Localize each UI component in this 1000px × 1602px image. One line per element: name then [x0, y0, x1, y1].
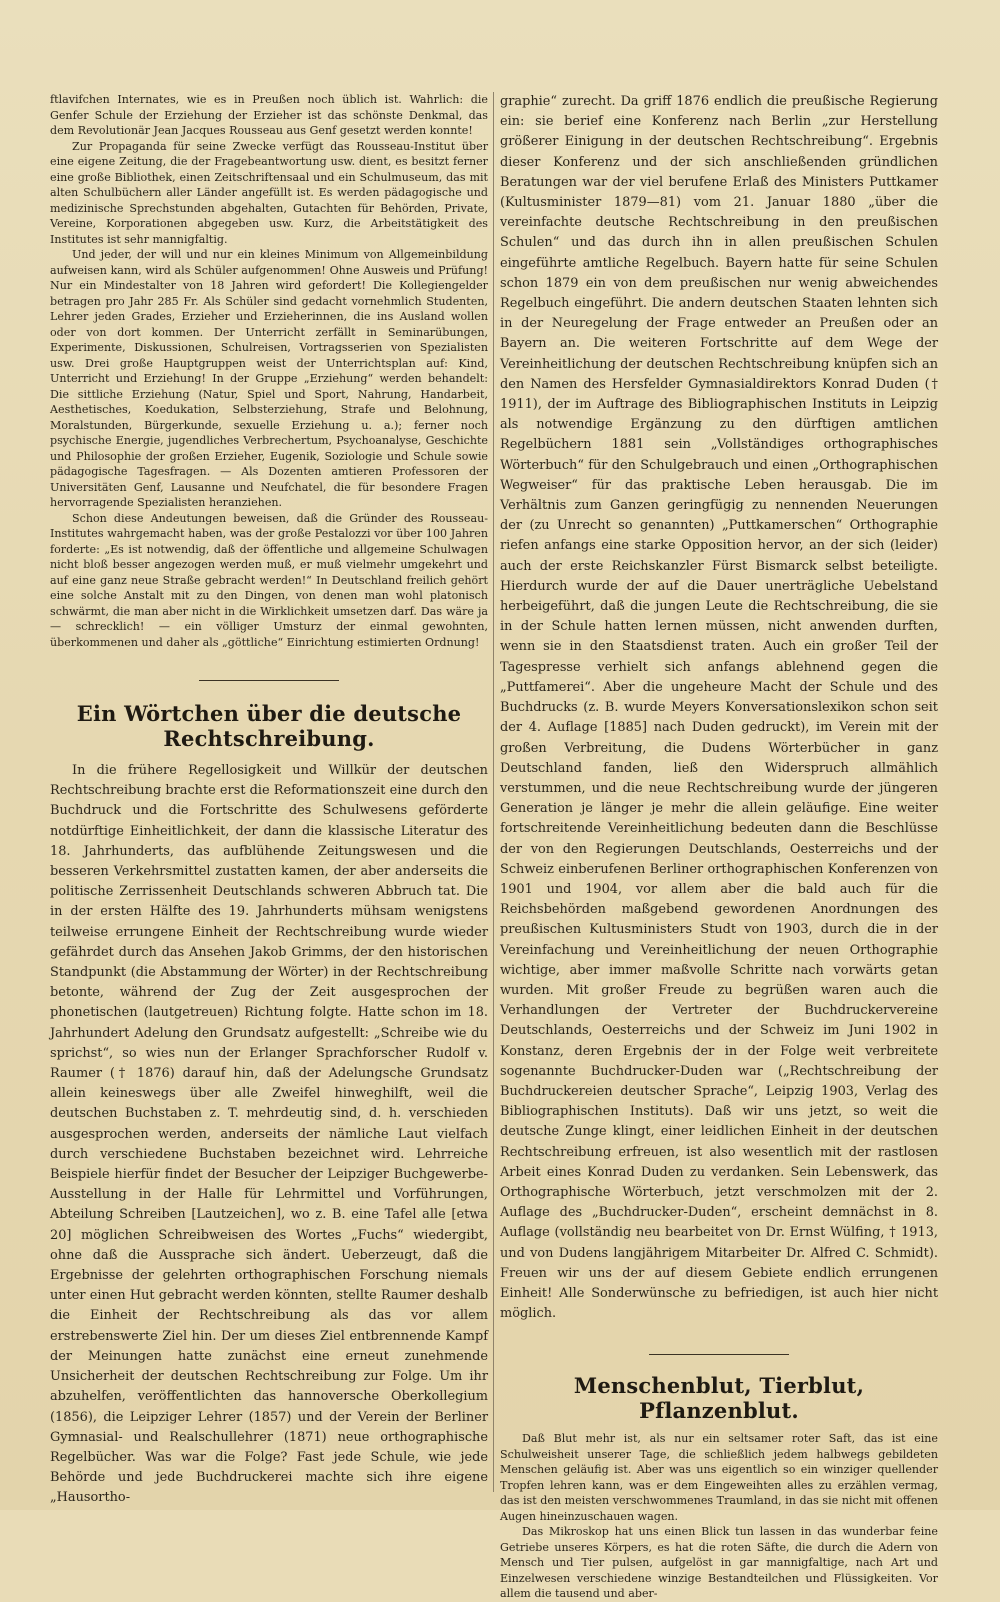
section-divider-rule-right	[649, 1354, 789, 1355]
intro-paragraph-3: Und jeder, der will und nur ein kleines Minimum von Allgemeinbildung aufweisen kann, wird als Schüler aufgenommen! Ohne Ausweis und Prüfung! Nur ein Mindestalter von 18 Jahren wird gefordert! Die Kollegiengelder betragen pro Jahr 285 Fr. Als Schüler sind gedacht vornehmlich Studenten, Lehrer jeden Grades, Erzieher und Erzieherinnen, die ins Ausland wollen oder von dort kommen. Der Unterricht zerfällt in Seminarübungen, Experimente, Diskussionen, Schulreisen, Vortragsserien von Spezialisten usw. Drei große Hauptgruppen weist der Unterrichtsplan auf: Kind, Unterricht und Erziehung! In der Gruppe „Erziehung“ werden behandelt: Die sittliche Erziehung (Natur, Spiel und Sport, Nahrung, Handarbeit, Aesthetisches, Koedukation, Selbsterziehung, Strafe und Belohnung, Moralstunden, Bürgerkunde, sexuelle Erziehung u. a.); ferner noch psychische Energie, jugendliches Verbrechertum, Psychoanalyse, Geschichte und Philosophie der großen Erzieher, Eugenik, Soziologie und Schule sowie pädagogische Tagesfragen. — Als Dozenten amtieren Professoren der Universitäten Genf, Lausanne und Neufchatel, die für besondere Fragen hervorragende Spezialisten heranziehen.	[50, 248, 488, 509]
second-article-title: Menschenblut, Tierblut, Pflanzenblut.	[573, 1373, 865, 1424]
right-column	[500, 92, 938, 1602]
left-column	[50, 92, 488, 1509]
second-article-paragraph-1: Daß Blut mehr ist, als nur ein seltsamer roter Saft, das ist eine Schulweisheit unserer Tage, die schließlich jedem halbwegs gebildeten Menschen geläufig ist. Aber was uns eigentlich so ein winziger quellender Tropfen lehren kann, was er dem Eingeweihten alles zu erzählen vermag, das ist den meisten verschwommenes Traumland, in das sie nicht mit offenen Augen hineinzuschauen wagen.	[500, 1432, 938, 1523]
article-continuation-paragraph: graphie“ zurecht. Da griff 1876 endlich die preußische Regierung ein: sie berief eine Konferenz nach Berlin „zur Herstellung größerer Einigung in der deutschen Rechtschreibung“. Ergebnis dieser Konferenz und der sich anschließenden gründlichen Beratungen war der viel berufene Erlaß des Ministers Puttkamer (Kultusminister 1879—81) vom 21. Januar 1880 „über die vereinfachte deutsche Rechtschreibung in den preußischen Schulen“ und das durch ihn in allen preußischen Schulen eingeführte amtliche Regelbuch. Bayern hatte für seine Schulen schon 1879 ein von dem preußischen nur wenig abweichendes Regelbuch eingeführt. Die andern deutschen Staaten lehnten sich in der Neuregelung der Frage entweder an Preußen oder an Bayern an. Die weiteren Fortschritte auf dem Wege der Vereinheitlichung der deutschen Rechtschreibung knüpfen sich an den Namen des Hersfelder Gymnasialdirektors Konrad Duden († 1911), der im Auftrage des Bibliographischen Instituts in Leipzig als notwendige Ergänzung zu den dürftigen amtlichen Regelbüchern 1881 sein „Vollständiges orthographisches Wörterbuch“ für den Schulgebrauch und einen „Orthographischen Wegweiser“ für das praktische Leben herausgab. Die im Verhältnis zum Ganzen geringfügig zu nennenden Neuerungen der (zu Unrecht so genannten) „Puttkamerschen“ Orthographie riefen anfangs eine starke Opposition hervor, an der sich (leider) auch der erste Reichskanzler Fürst Bismarck selbst beteiligte. Hierdurch wurde der auf die Dauer unerträgliche Uebelstand herbeigeführt, daß die jungen Leute die Rechtschreibung, die sie in der Schule hatten lernen müssen, nicht anwenden durften, wenn sie in den Staatsdienst traten. Auch ein großer Teil der Tagespresse verhielt sich anfangs ablehnend gegen die „Puttfamerei“. Aber die ungeheure Macht der Schule und des Buchdrucks (z. B. wurde Meyers Konversationslexikon schon seit der 4. Auflage [1885] nach Duden gedruckt), im Verein mit der großen Verbreitung, die Dudens Wörterbücher in ganz Deutschland fanden, ließ den Widerspruch allmählich verstummen, und die neue Rechtschreibung wurde der jüngeren Generation je länger je mehr die allein geläufige. Eine weiter fortschreitende Vereinheitlichung bedeuten dann die Beschlüsse der von den Regierungen Deutschlands, Oesterreichs und der Schweiz einberufenen Berliner orthographischen Konferenzen von 1901 und 1904, vor allem aber die bald auch für die Reichsbehörden maßgebend gewordenen Anordnungen des preußischen Kultusministers Studt von 1903, durch die in der Vereinfachung und Vereinheitlichung der neuen Orthographie wichtige, aber immer maßvolle Schritte nach vorwärts getan wurden. Mit großer Freude zu begrüßen waren auch die Verhandlungen der Vertreter der Buchdruckervereine Deutschlands, Oesterreichs und der Schweiz im Juni 1902 in Konstanz, deren Ergebnis der in der Folge weit verbreitete sogenannte Buchdrucker-Duden war („Rechtschreibung der Buchdruckereien deutscher Sprache“, Leipzig 1903, Verlag des Bibliographischen Instituts). Daß wir uns jetzt, so weit die deutsche Zunge klingt, einer leidlichen Einheit in der deutschen Rechtschreibung erfreuen, ist also wesentlich mit der rastlosen Arbeit eines Konrad Duden zu verdanken. Sein Lebenswerk, das Orthographische Wörterbuch, jetzt verschmolzen mit der 2. Auflage des „Buchdrucker-Duden“, erscheint demnächst in 8. Auflage (vollständig neu bearbeitet von Dr. Ernst Wülfing, † 1913, und von Dudens langjährigem Mitarbeiter Dr. Alfred C. Schmidt). Freuen wir uns der auf diesem Gebiete endlich errungenen Einheit! Alle Sonderwünsche zu befriedigen, ist auch hier nicht möglich.	[500, 94, 938, 1322]
article-title: Ein Wörtchen über die deutsche Rechtschreibung.	[76, 701, 462, 751]
column-divider	[493, 92, 494, 1492]
intro-paragraph-4: Schon diese Andeutungen beweisen, daß die Gründer des Rousseau-Institutes wahrgemacht haben, was der große Pestalozzi vor über 100 Jahren forderte: „Es ist notwendig, daß der öffentliche und allgemeine Schulwagen nicht bloß besser angezogen werden muß, er muß vielmehr umgekehrt und auf eine ganz neue Straße gebracht werden!“ In Deutschland freilich gehört eine solche Anstalt mit zu den Dingen, von denen man wohl platonisch schwärmt, die man aber nicht in die Wirklichkeit umsetzen darf. Das wäre ja — schrecklich! — ein völliger Umsturz der einmal gewohnten, überkommenen und daher als „göttliche“ Einrichtung estimierten Ordnung!	[50, 511, 488, 649]
second-article-paragraph-2: Das Mikroskop hat uns einen Blick tun lassen in das wunderbar feine Getriebe unseres Körpers, es hat die roten Säfte, die durch die Adern von Mensch und Tier pulsen, aufgelöst in gar mannigfaltige, nach Art und Einzelwesen verschiedene winzige Bestandteilchen und Flüssigkeiten. Vor allem die tausend und aber-	[500, 1525, 938, 1601]
intro-paragraph-1: ftlavifchen Internates, wie es in Preußen noch üblich ist. Wahrlich: die Genfer Schule der Erziehung der Erzieher ist das schönste Denkmal, das dem Revolutionär Jean Jacques Rousseau aus Genf gesetzt werden konnte!	[50, 93, 488, 137]
article-paragraph-1: In die frühere Regellosigkeit und Willkür der deutschen Rechtschreibung brachte erst die Reformationszeit eine durch den Buchdruck und die Fortschritte des Schulwesens geförderte notdürftige Einheitlichkeit, der dann die klassische Literatur des 18. Jahrhunderts, das aufblühende Zeitungswesen und die besseren Verkehrsmittel zustatten kamen, der aber anderseits die politische Zerrissenheit Deutschlands schweren Abbruch tat. Die in der ersten Hälfte des 19. Jahrhunderts mühsam wenigstens teilweise errungene Einheit der Rechtschreibung wurde wieder gefährdet durch das Ansehen Jakob Grimms, der den historischen Standpunkt (die Abstammung der Wörter) in der Rechtschreibung betonte, während der Zug der Zeit ausgesprochen der phonetischen (lautgetreuen) Richtung folgte. Hatte schon im 18. Jahrhundert Adelung den Grundsatz aufgestellt: „Schreibe wie du sprichst“, so wies nun der Erlanger Sprachforscher Rudolf v. Raumer († 1876) darauf hin, daß der Adelungsche Grundsatz allein keineswegs über alle Zweifel hinweghilft, weil die deutschen Buchstaben z. T. mehrdeutig sind, d. h. verschieden ausgesprochen werden, anderseits der nämliche Laut vielfach durch verschiedene Buchstaben bezeichnet wird. Lehrreiche Beispiele hierfür findet der Besucher der Leipziger Buchgewerbe-Ausstellung in der Halle für Lehrmittel und Vorführungen, Abteilung Schreiben [Lautzeichen], wo z. B. eine Tafel alle [etwa 20] möglichen Schreibweisen des Wortes „Fuchs“ wiedergibt, ohne daß die Aussprache sich ändert. Ueberzeugt, daß die Ergebnisse der gelehrten orthographischen Forschung niemals unter einen Hut gebracht werden könnten, stellte Raumer deshalb die Einheit der Rechtschreibung als das vor allem erstrebenswerte Ziel hin. Der um dieses Ziel entbrennende Kampf der Meinungen hatte zunächst eine erneut zunehmende Unsicherheit der deutschen Rechtschreibung zur Folge. Um ihr abzuhelfen, veröffentlichten das hannoversche Oberkollegium (1856), die Leipziger Lehrer (1857) und der Verein der Berliner Gymnasial- und Realschullehrer (1871) neue orthographische Regelbücher. Was war die Folge? Fast jede Schule, wie jede Behörde und jede Buchdruckerei machte sich ihre eigene „Hausortho-	[50, 763, 488, 1506]
intro-paragraph-2: Zur Propaganda für seine Zwecke verfügt das Rousseau-Institut über eine eigene Zeitung, die der Fragebeantwortung usw. dient, es besitzt ferner eine große Bibliothek, einen Zeitschriftensaal und ein Schulmuseum, das mit alten Schulbüchern aller Länder angefüllt ist. Es werden pädagogische und medizinische Sprechstunden abgehalten, Gutachten für Behörden, Private, Vereine, Korporationen abgegeben usw. Kurz, die Arbeitstätigkeit des Institutes ist sehr mannigfaltig.	[50, 139, 488, 246]
section-divider-rule	[199, 680, 339, 681]
